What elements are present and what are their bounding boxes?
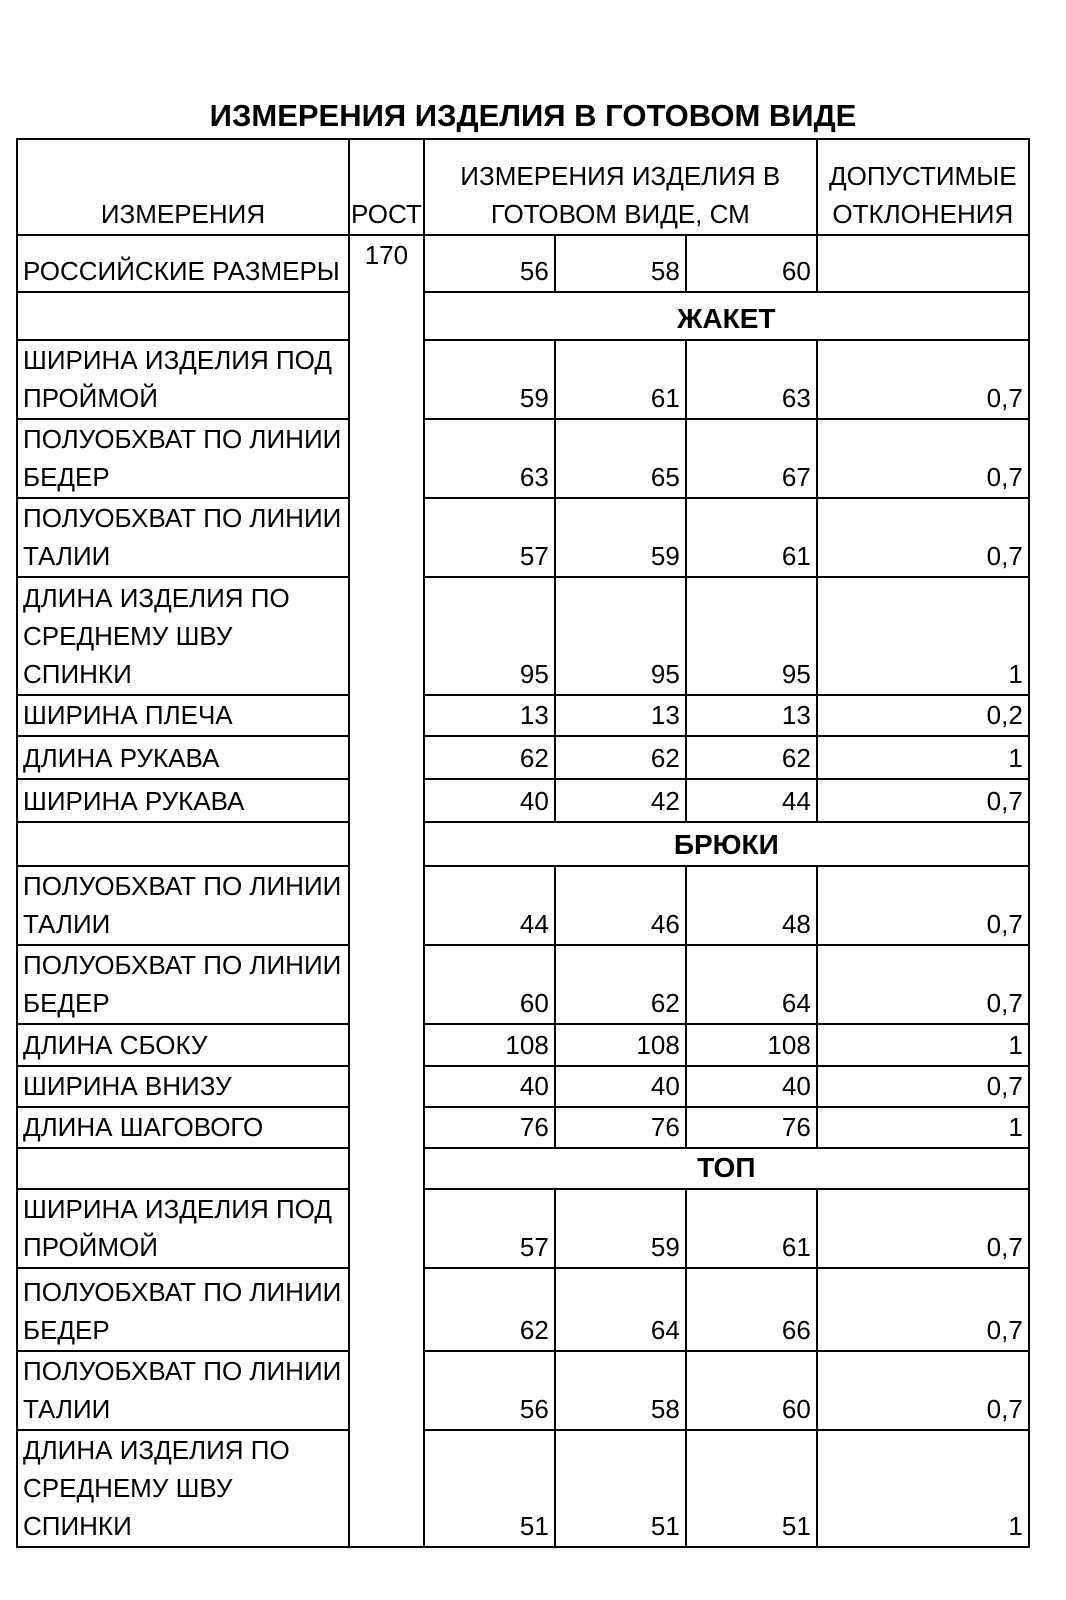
value-cell: 56	[424, 1351, 555, 1430]
value-cell: 76	[555, 1107, 686, 1148]
measurement-name-line: ПОЛУОБХВАТ ПО ЛИНИИ	[23, 950, 342, 980]
measurement-name-line: СПИНКИ	[23, 659, 132, 689]
measurement-name-line: ТАЛИИ	[23, 1394, 111, 1424]
measurement-name	[17, 1351, 349, 1430]
measurement-name-line: СПИНКИ	[23, 1511, 132, 1541]
measurement-name	[17, 736, 349, 779]
measurement-name-line: ПОЛУОБХВАТ ПО ЛИНИИ	[23, 1277, 342, 1307]
table-row	[17, 1107, 1029, 1148]
tolerance-cell: 0,7	[817, 945, 1029, 1024]
value-cell: 57	[424, 1189, 555, 1268]
measurement-name	[17, 1268, 349, 1351]
size-tolerance-empty	[817, 235, 1029, 292]
tolerance-cell: 1	[817, 1430, 1029, 1547]
measurement-name	[17, 340, 349, 419]
value-cell: 60	[424, 945, 555, 1024]
measurement-name-line: БЕДЕР	[23, 988, 110, 1018]
measurement-name-line: ШИРИНА РУКАВА	[23, 786, 245, 816]
measurement-name-line: СРЕДНЕМУ ШВУ	[23, 621, 233, 651]
table-row	[17, 736, 1029, 779]
value-cell: 95	[555, 577, 686, 695]
value-cell: 59	[555, 1189, 686, 1268]
page-title: ИЗМЕРЕНИЯ ИЗДЕЛИЯ В ГОТОВОМ ВИДЕ	[209, 98, 857, 133]
measurement-name-line: ПОЛУОБХВАТ ПО ЛИНИИ	[23, 1356, 342, 1386]
header-values: ИЗМЕРЕНИЯ ИЗДЕЛИЯ В ГОТОВОМ ВИДЕ, СМ	[424, 139, 817, 235]
rost-value: 170	[349, 235, 424, 1547]
measurement-name-line: БЕДЕР	[23, 1315, 110, 1345]
value-cell: 76	[424, 1107, 555, 1148]
measurement-name-line: ТАЛИИ	[23, 541, 111, 571]
measurements-table	[16, 138, 1030, 1548]
measurement-name	[17, 779, 349, 822]
tolerance-cell: 0,7	[817, 498, 1029, 577]
value-cell: 59	[555, 498, 686, 577]
section-title: БРЮКИ	[424, 822, 1029, 866]
value-cell: 64	[555, 1268, 686, 1351]
table-row	[17, 1430, 1029, 1547]
header-tolerance: ДОПУСТИМЫЕ ОТКЛОНЕНИЯ	[817, 139, 1029, 235]
table-row	[17, 498, 1029, 577]
table-row	[17, 1066, 1029, 1107]
measurement-name-line: СРЕДНЕМУ ШВУ	[23, 1473, 233, 1503]
measurement-name-line: БЕДЕР	[23, 462, 110, 492]
measurement-name-line: ДЛИНА СБОКУ	[23, 1030, 208, 1060]
tolerance-cell: 0,7	[817, 1189, 1029, 1268]
value-cell: 62	[555, 945, 686, 1024]
measurement-name	[17, 1066, 349, 1107]
tolerance-cell: 1	[817, 1107, 1029, 1148]
section-row	[17, 822, 1029, 866]
table-row	[17, 340, 1029, 419]
table-row	[17, 419, 1029, 498]
header-rost: РОСТ	[349, 139, 424, 235]
measurement-name	[17, 1430, 349, 1547]
measurement-name-line: ПРОЙМОЙ	[23, 1232, 158, 1262]
value-cell: 63	[424, 419, 555, 498]
measurement-name-line: ДЛИНА РУКАВА	[23, 743, 220, 773]
table-row	[17, 1189, 1029, 1268]
value-cell: 60	[686, 1351, 817, 1430]
measurement-name-line: ПОЛУОБХВАТ ПО ЛИНИИ	[23, 503, 342, 533]
tolerance-cell: 0,7	[817, 866, 1029, 945]
measurement-name-line: ДЛИНА ШАГОВОГО	[23, 1112, 264, 1142]
table-row	[17, 945, 1029, 1024]
value-cell: 61	[555, 340, 686, 419]
measurement-name-line: ДЛИНА ИЗДЕЛИЯ ПО	[23, 1435, 290, 1465]
measurement-name-line: ТАЛИИ	[23, 909, 111, 939]
sizes-label: РОССИЙСКИЕ РАЗМЕРЫ	[17, 235, 349, 292]
size-cell: 58	[555, 235, 686, 292]
value-cell: 62	[424, 736, 555, 779]
value-cell: 48	[686, 866, 817, 945]
tolerance-cell: 0,7	[817, 1066, 1029, 1107]
measurement-name	[17, 419, 349, 498]
value-cell: 61	[686, 498, 817, 577]
section-blank-cell	[17, 292, 349, 340]
tolerance-cell: 0,7	[817, 1351, 1029, 1430]
tolerance-cell: 1	[817, 736, 1029, 779]
value-cell: 40	[686, 1066, 817, 1107]
tolerance-cell: 1	[817, 1024, 1029, 1066]
tolerance-cell: 0,7	[817, 340, 1029, 419]
value-cell: 58	[555, 1351, 686, 1430]
value-cell: 44	[686, 779, 817, 822]
measurement-name	[17, 577, 349, 695]
value-cell: 108	[555, 1024, 686, 1066]
table-row	[17, 1268, 1029, 1351]
section-title: ЖАКЕТ	[424, 292, 1029, 340]
section-blank-cell	[17, 1148, 349, 1189]
value-cell: 42	[555, 779, 686, 822]
value-cell: 51	[686, 1430, 817, 1547]
value-cell: 62	[686, 736, 817, 779]
section-row	[17, 292, 1029, 340]
table-row	[17, 1024, 1029, 1066]
table-row	[17, 577, 1029, 695]
value-cell: 95	[424, 577, 555, 695]
section-blank-cell	[17, 822, 349, 866]
value-cell: 64	[686, 945, 817, 1024]
measurement-name-line: ДЛИНА ИЗДЕЛИЯ ПО	[23, 583, 290, 613]
value-cell: 13	[555, 695, 686, 736]
tolerance-cell: 0,7	[817, 1268, 1029, 1351]
value-cell: 65	[555, 419, 686, 498]
value-cell: 40	[424, 779, 555, 822]
measurement-name-line: ШИРИНА ИЗДЕЛИЯ ПОД	[23, 1194, 332, 1224]
measurement-name	[17, 498, 349, 577]
size-cell: 60	[686, 235, 817, 292]
value-cell: 59	[424, 340, 555, 419]
measurement-name-line: ПРОЙМОЙ	[23, 383, 158, 413]
value-cell: 51	[555, 1430, 686, 1547]
value-cell: 63	[686, 340, 817, 419]
value-cell: 62	[424, 1268, 555, 1351]
measurement-name-line: ШИРИНА ВНИЗУ	[23, 1071, 232, 1101]
value-cell: 67	[686, 419, 817, 498]
measurement-name	[17, 1024, 349, 1066]
value-cell: 57	[424, 498, 555, 577]
value-cell: 66	[686, 1268, 817, 1351]
value-cell: 46	[555, 866, 686, 945]
value-cell: 51	[424, 1430, 555, 1547]
tolerance-cell: 1	[817, 577, 1029, 695]
table-row	[17, 779, 1029, 822]
value-cell: 40	[555, 1066, 686, 1107]
section-row	[17, 1148, 1029, 1189]
measurement-name-line: ШИРИНА ИЗДЕЛИЯ ПОД	[23, 345, 332, 375]
header-measurements: ИЗМЕРЕНИЯ	[17, 139, 349, 235]
value-cell: 108	[686, 1024, 817, 1066]
measurement-name	[17, 695, 349, 736]
table-row	[17, 866, 1029, 945]
value-cell: 76	[686, 1107, 817, 1148]
section-title: ТОП	[424, 1148, 1029, 1189]
measurement-name	[17, 866, 349, 945]
value-cell: 95	[686, 577, 817, 695]
tolerance-cell: 0,7	[817, 779, 1029, 822]
value-cell: 61	[686, 1189, 817, 1268]
value-cell: 13	[686, 695, 817, 736]
header-row	[17, 139, 1029, 235]
table-row	[17, 1351, 1029, 1430]
tolerance-cell: 0,7	[817, 419, 1029, 498]
measurement-name	[17, 1189, 349, 1268]
measurement-name	[17, 945, 349, 1024]
tolerance-cell: 0,2	[817, 695, 1029, 736]
value-cell: 13	[424, 695, 555, 736]
measurement-name-line: ШИРИНА ПЛЕЧА	[23, 700, 233, 730]
value-cell: 108	[424, 1024, 555, 1066]
size-cell: 56	[424, 235, 555, 292]
value-cell: 44	[424, 866, 555, 945]
measurement-name	[17, 1107, 349, 1148]
value-cell: 62	[555, 736, 686, 779]
measurement-name-line: ПОЛУОБХВАТ ПО ЛИНИИ	[23, 424, 342, 454]
sizes-row	[17, 235, 1029, 292]
table-row	[17, 695, 1029, 736]
value-cell: 40	[424, 1066, 555, 1107]
measurement-name-line: ПОЛУОБХВАТ ПО ЛИНИИ	[23, 871, 342, 901]
